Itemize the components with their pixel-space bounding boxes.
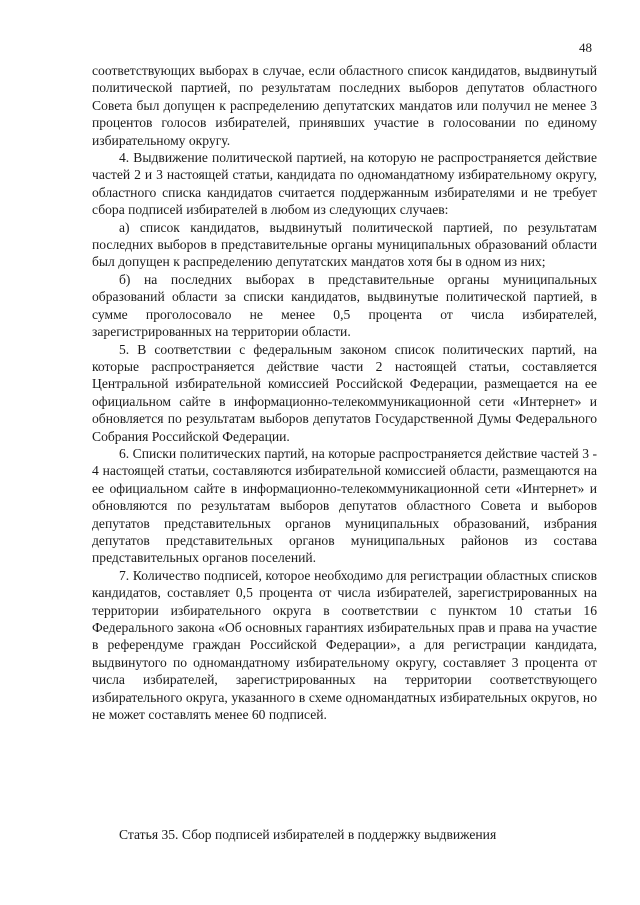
page-number: 48	[579, 40, 592, 55]
paragraph-subitem-a: а) список кандидатов, выдвинутый политической партией, по результатам последних выборов в представительные органы муниципальных образований области был допущен к распределению депутатских мандатов хотя бы в одном из них;	[92, 219, 597, 270]
paragraph-subitem-b: б) на последних выборах в представительные органы муниципальных образований области за списки кандидатов, выдвинутые политической партией, в сумме проголосовало не менее 0,5 процента от числа избирателей, зарегистрированных на территории области.	[92, 271, 597, 340]
paragraph-item-6: 6. Списки политических партий, на которые распространяется действие частей 3 - 4 настоящей статьи, составляются избирательной комиссией области, размещаются на ее официальном сайте в информационно-телекоммуникационной сети «Интернет» и обновляются по результатам выборов депутатов областного Совета и выборов депутатов представительных органов муниципальных образований, избрания депутатов представительных органов муниципальных районов из состава представительных органов поселений.	[92, 445, 597, 566]
paragraph-item-5: 5. В соответствии с федеральным законом список политических партий, на которые распространяется действие части 2 настоящей статьи, составляется Центральной избирательной комиссией Российской Федерации, размещается на ее официальном сайте в информационно-телекоммуникационной сети «Интернет» и обновляется по результатам выборов депутатов Государственной Думы Федерального Собрания Российской Федерации.	[92, 341, 597, 444]
body-text	[92, 62, 597, 723]
paragraph-item-4: 4. Выдвижение политической партией, на которую не распространяется действие частей 2 и 3 настоящей статьи, кандидата по одномандатному избирательному округу, областного списка кандидатов считается поддержанным избирателями и не требует сбора подписей избирателей в любом из следующих случаев:	[92, 150, 597, 218]
article-heading-block	[92, 826, 597, 843]
paragraph-continuation: соответствующих выборах в случае, если областного список кандидатов, выдвинутый политической партией, по результатам последних выборов депутатов областного Совета был допущен к распределению депутатских мандатов или получил не менее 3 процентов голосов избирателей, принявших участие в голосовании по единому избирательному округу.	[92, 63, 597, 148]
paragraph-item-7: 7. Количество подписей, которое необходимо для регистрации областных списков кандидатов, составляет 0,5 процента от числа избирателей, зарегистрированных на территории избирательного округа в соответствии с пунктом 10 статьи 16 Федерального закона «Об основных гарантиях избирательных прав и права на участие в референдуме граждан Российской Федерации», а для регистрации кандидата, выдвинутого по одномандатному избирательному округу, составляет 3 процента от числа избирателей, зарегистрированных на территории соответствующего избирательного округа, указанного в схеме одномандатных избирательных округов, но не может составлять менее 60 подписей.	[92, 567, 597, 723]
article-heading: Статья 35. Сбор подписей избирателей в поддержку выдвижения	[119, 827, 497, 842]
